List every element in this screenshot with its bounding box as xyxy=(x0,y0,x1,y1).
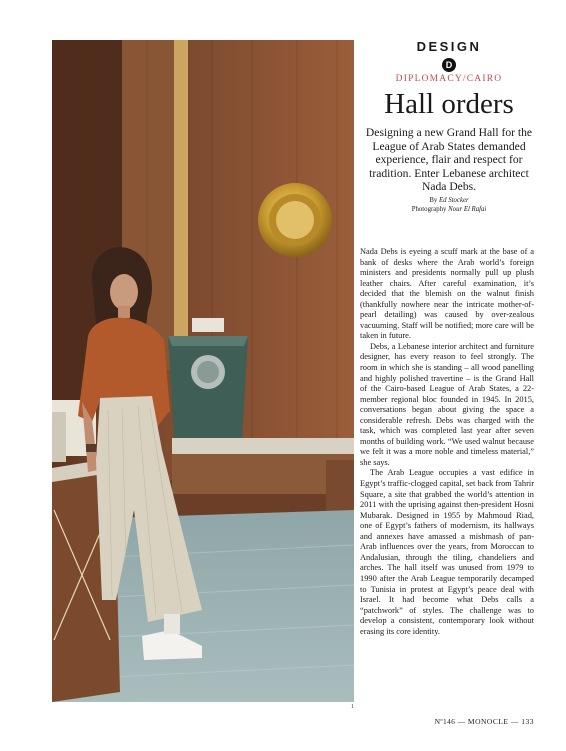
photographer-name: Nour El Rafai xyxy=(448,206,487,213)
writer-credit xyxy=(360,196,538,205)
byline xyxy=(360,196,538,214)
article-body xyxy=(360,247,534,637)
writer-name: Ed Stocker xyxy=(439,197,469,204)
photographer-credit xyxy=(360,205,538,214)
folio-separator: — xyxy=(508,717,522,726)
body-paragraph: Debs, a Lebanese interior architect and furniture designer, has every reason to feel strongly. The room in which she is standing – all wood panelling and highly polished travertine – is the Grand Hall of the Cairo-based League of Arab States, a 22-member regional bloc founded in 1945. In 2015, conversations began about giving the space a considerable refresh. Debs was charged with the task, which was completed last year after seven months of building work. “We used walnut because we felt it was a more noble and timeless material,” she says. xyxy=(360,341,534,467)
section-badge: D xyxy=(442,58,456,72)
headline: Hall orders xyxy=(384,88,514,120)
issue-number: Nº146 xyxy=(434,717,456,726)
league-emblem xyxy=(258,183,332,257)
page-number: 133 xyxy=(521,717,534,726)
photographer-prefix: Photography xyxy=(411,206,449,213)
folio-separator: — xyxy=(455,717,468,726)
magazine-name: MONOCLE xyxy=(467,717,509,726)
section-label: DESIGN xyxy=(416,39,482,54)
body-paragraph: Nada Debs is eyeing a scuff mark at the base of a bank of desks where the Arab world’s foreign ministers and presidents normally pull up plush leather chairs. After careful examination, it’s decided that the blemish on the walnut finish (thankfully nowhere near the intricate mother-of-pearl detailing) was caused by over-zealous vacuuming. Staff will be notified; more care will be taken in future. xyxy=(360,247,534,341)
writer-prefix: By xyxy=(429,197,439,204)
body-paragraph: The Arab League occupies a vast edifice in Egypt’s traffic-clogged capital, set back from Tahrir Square, a site that grabbed the world’s attention in 2011 with the uprising against then-president Hosni Mubarak. Designed in 1955 by Mahmoud Riad, one of Egypt’s fathers of modernism, its hallways and annexes have amassed a mishmash of pan-Arab influences over the years, from Moroccan to Andalusian, through the tiling, chandeliers and arches. The hall itself was unused from 1979 to 1990 after the Arab League temporarily decamped to Tunisia in protest at Egypt’s peace deal with Israel. It had become what Debs calls a “patchwork” of styles. The challenge was to develop a consistent, contemporary look without erasing its core identity. xyxy=(360,468,534,636)
kicker: DIPLOMACY/CAIRO xyxy=(395,74,503,84)
feature-photo xyxy=(52,40,354,702)
photo-caption-marker: 1 xyxy=(351,704,354,710)
page-folio xyxy=(360,717,534,726)
standfirst: Designing a new Grand Hall for the League of Arab States demanded experience, flair and respect for tradition. Enter Lebanese architect Nada Debs. xyxy=(365,126,533,194)
